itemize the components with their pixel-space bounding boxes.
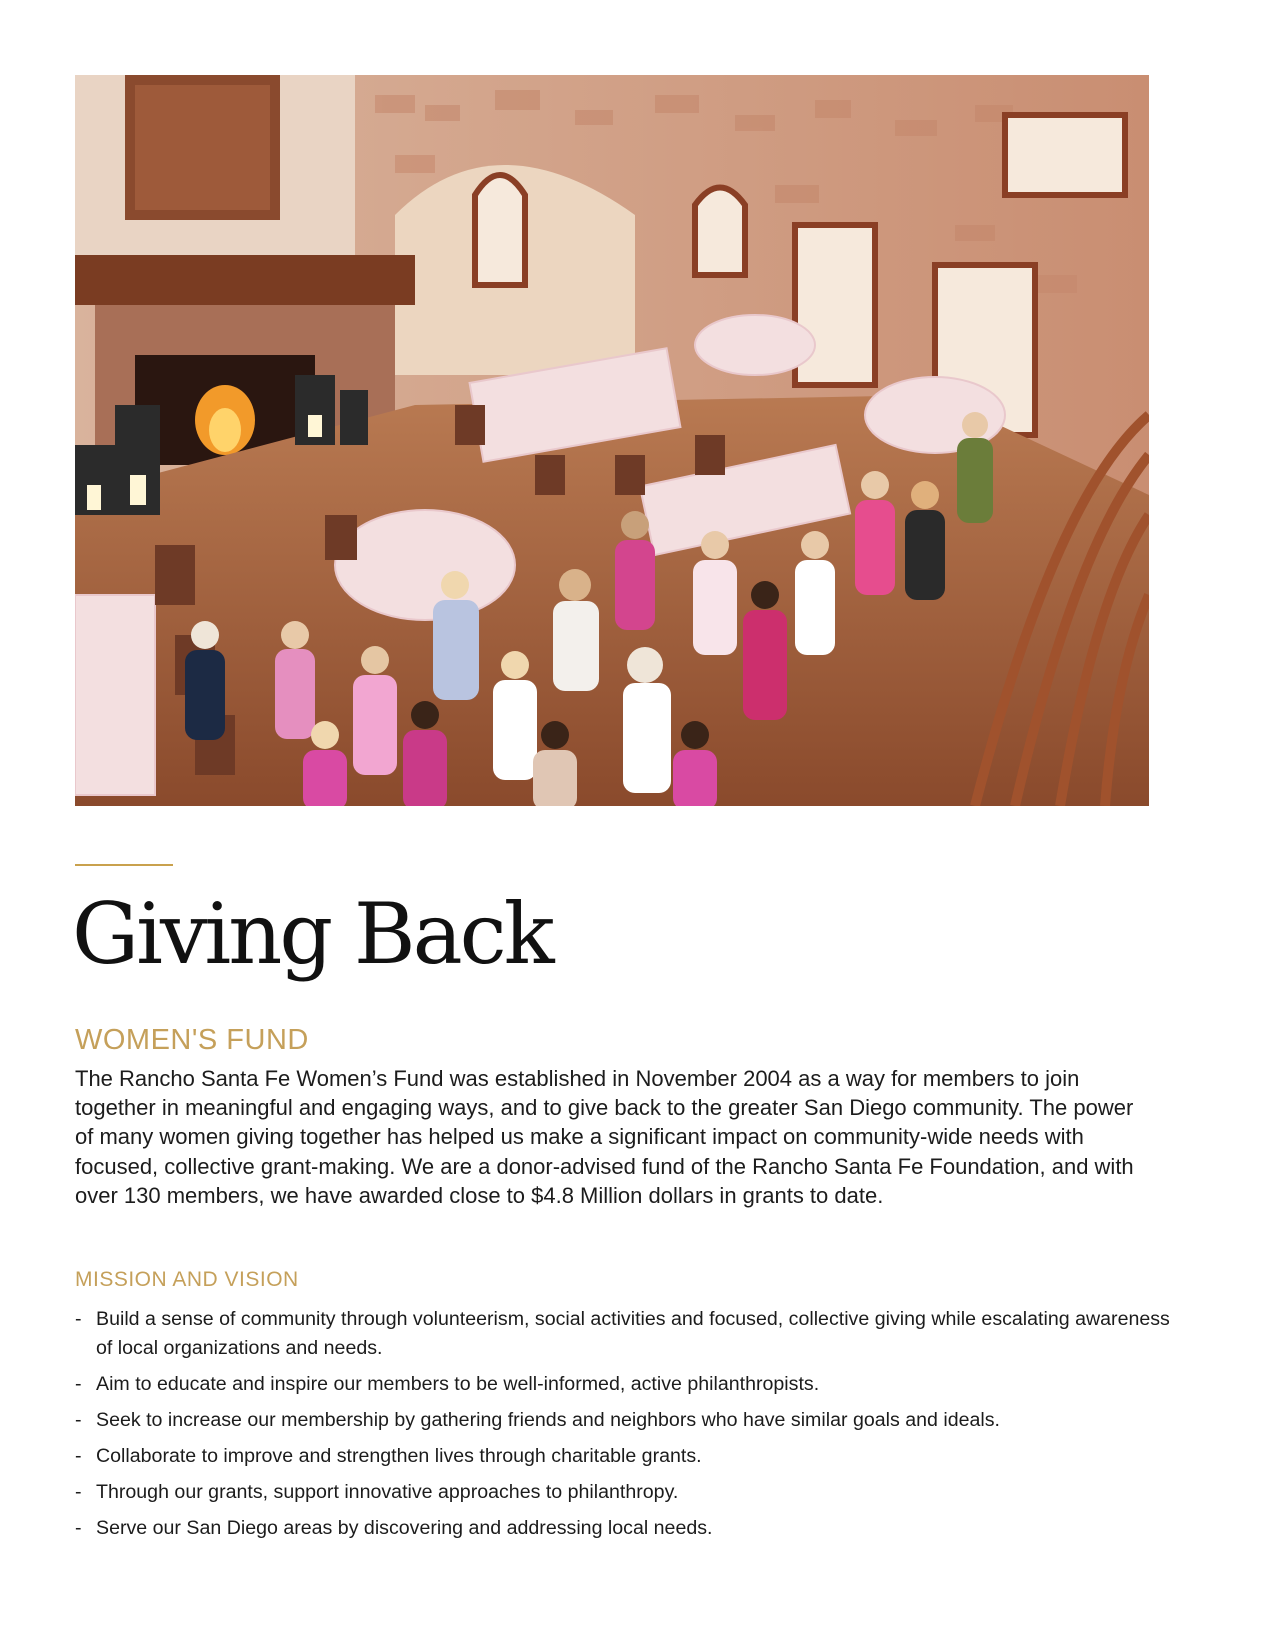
mission-list	[75, 1305, 1175, 1550]
bullet-dash: -	[75, 1445, 82, 1467]
mission-item	[75, 1514, 1175, 1543]
bullet-dash: -	[75, 1481, 82, 1503]
banquet-hall-illustration	[75, 75, 1149, 806]
bullet-dash: -	[75, 1517, 82, 1539]
mission-item	[75, 1370, 1175, 1399]
bullet-dash: -	[75, 1373, 82, 1395]
mission-item-text: Through our grants, support innovative approaches to philanthropy.	[96, 1481, 679, 1503]
mission-item-text: Collaborate to improve and strengthen lives through charitable grants.	[96, 1445, 702, 1467]
mission-item	[75, 1442, 1175, 1471]
mission-heading: MISSION AND VISION	[75, 1268, 299, 1291]
page-title: Giving Back	[72, 885, 552, 983]
mission-item	[75, 1478, 1175, 1507]
mission-item-text: Serve our San Diego areas by discovering and addressing local needs.	[96, 1517, 713, 1539]
mission-item-text: Aim to educate and inspire our members to be well-informed, active philanthropists.	[96, 1373, 820, 1395]
accent-rule	[75, 864, 173, 866]
banquet-hall-photo	[75, 75, 1149, 806]
mission-item	[75, 1305, 1175, 1363]
mission-item	[75, 1406, 1175, 1435]
womens-fund-heading: WOMEN'S FUND	[75, 1024, 309, 1056]
mission-item-text: Build a sense of community through volunteerism, social activities and focused, collective giving while escalating awareness of local organizations and needs.	[96, 1308, 1170, 1359]
bullet-dash: -	[75, 1308, 82, 1330]
mission-item-text: Seek to increase our membership by gathering friends and neighbors who have similar goals and ideals.	[96, 1409, 1001, 1431]
bullet-dash: -	[75, 1409, 82, 1431]
womens-fund-paragraph: The Rancho Santa Fe Women’s Fund was established in November 2004 as a way for members to join together in meaningful and engaging ways, and to give back to the greater San Diego community. The power of many women giving together has helped us make a significant impact on community-wide needs with focused, collective grant-making. We are a donor-advised fund of the Rancho Santa Fe Foundation, and with over 130 members, we have awarded close to $4.8 Million dollars in grants to date.	[75, 1066, 1134, 1208]
